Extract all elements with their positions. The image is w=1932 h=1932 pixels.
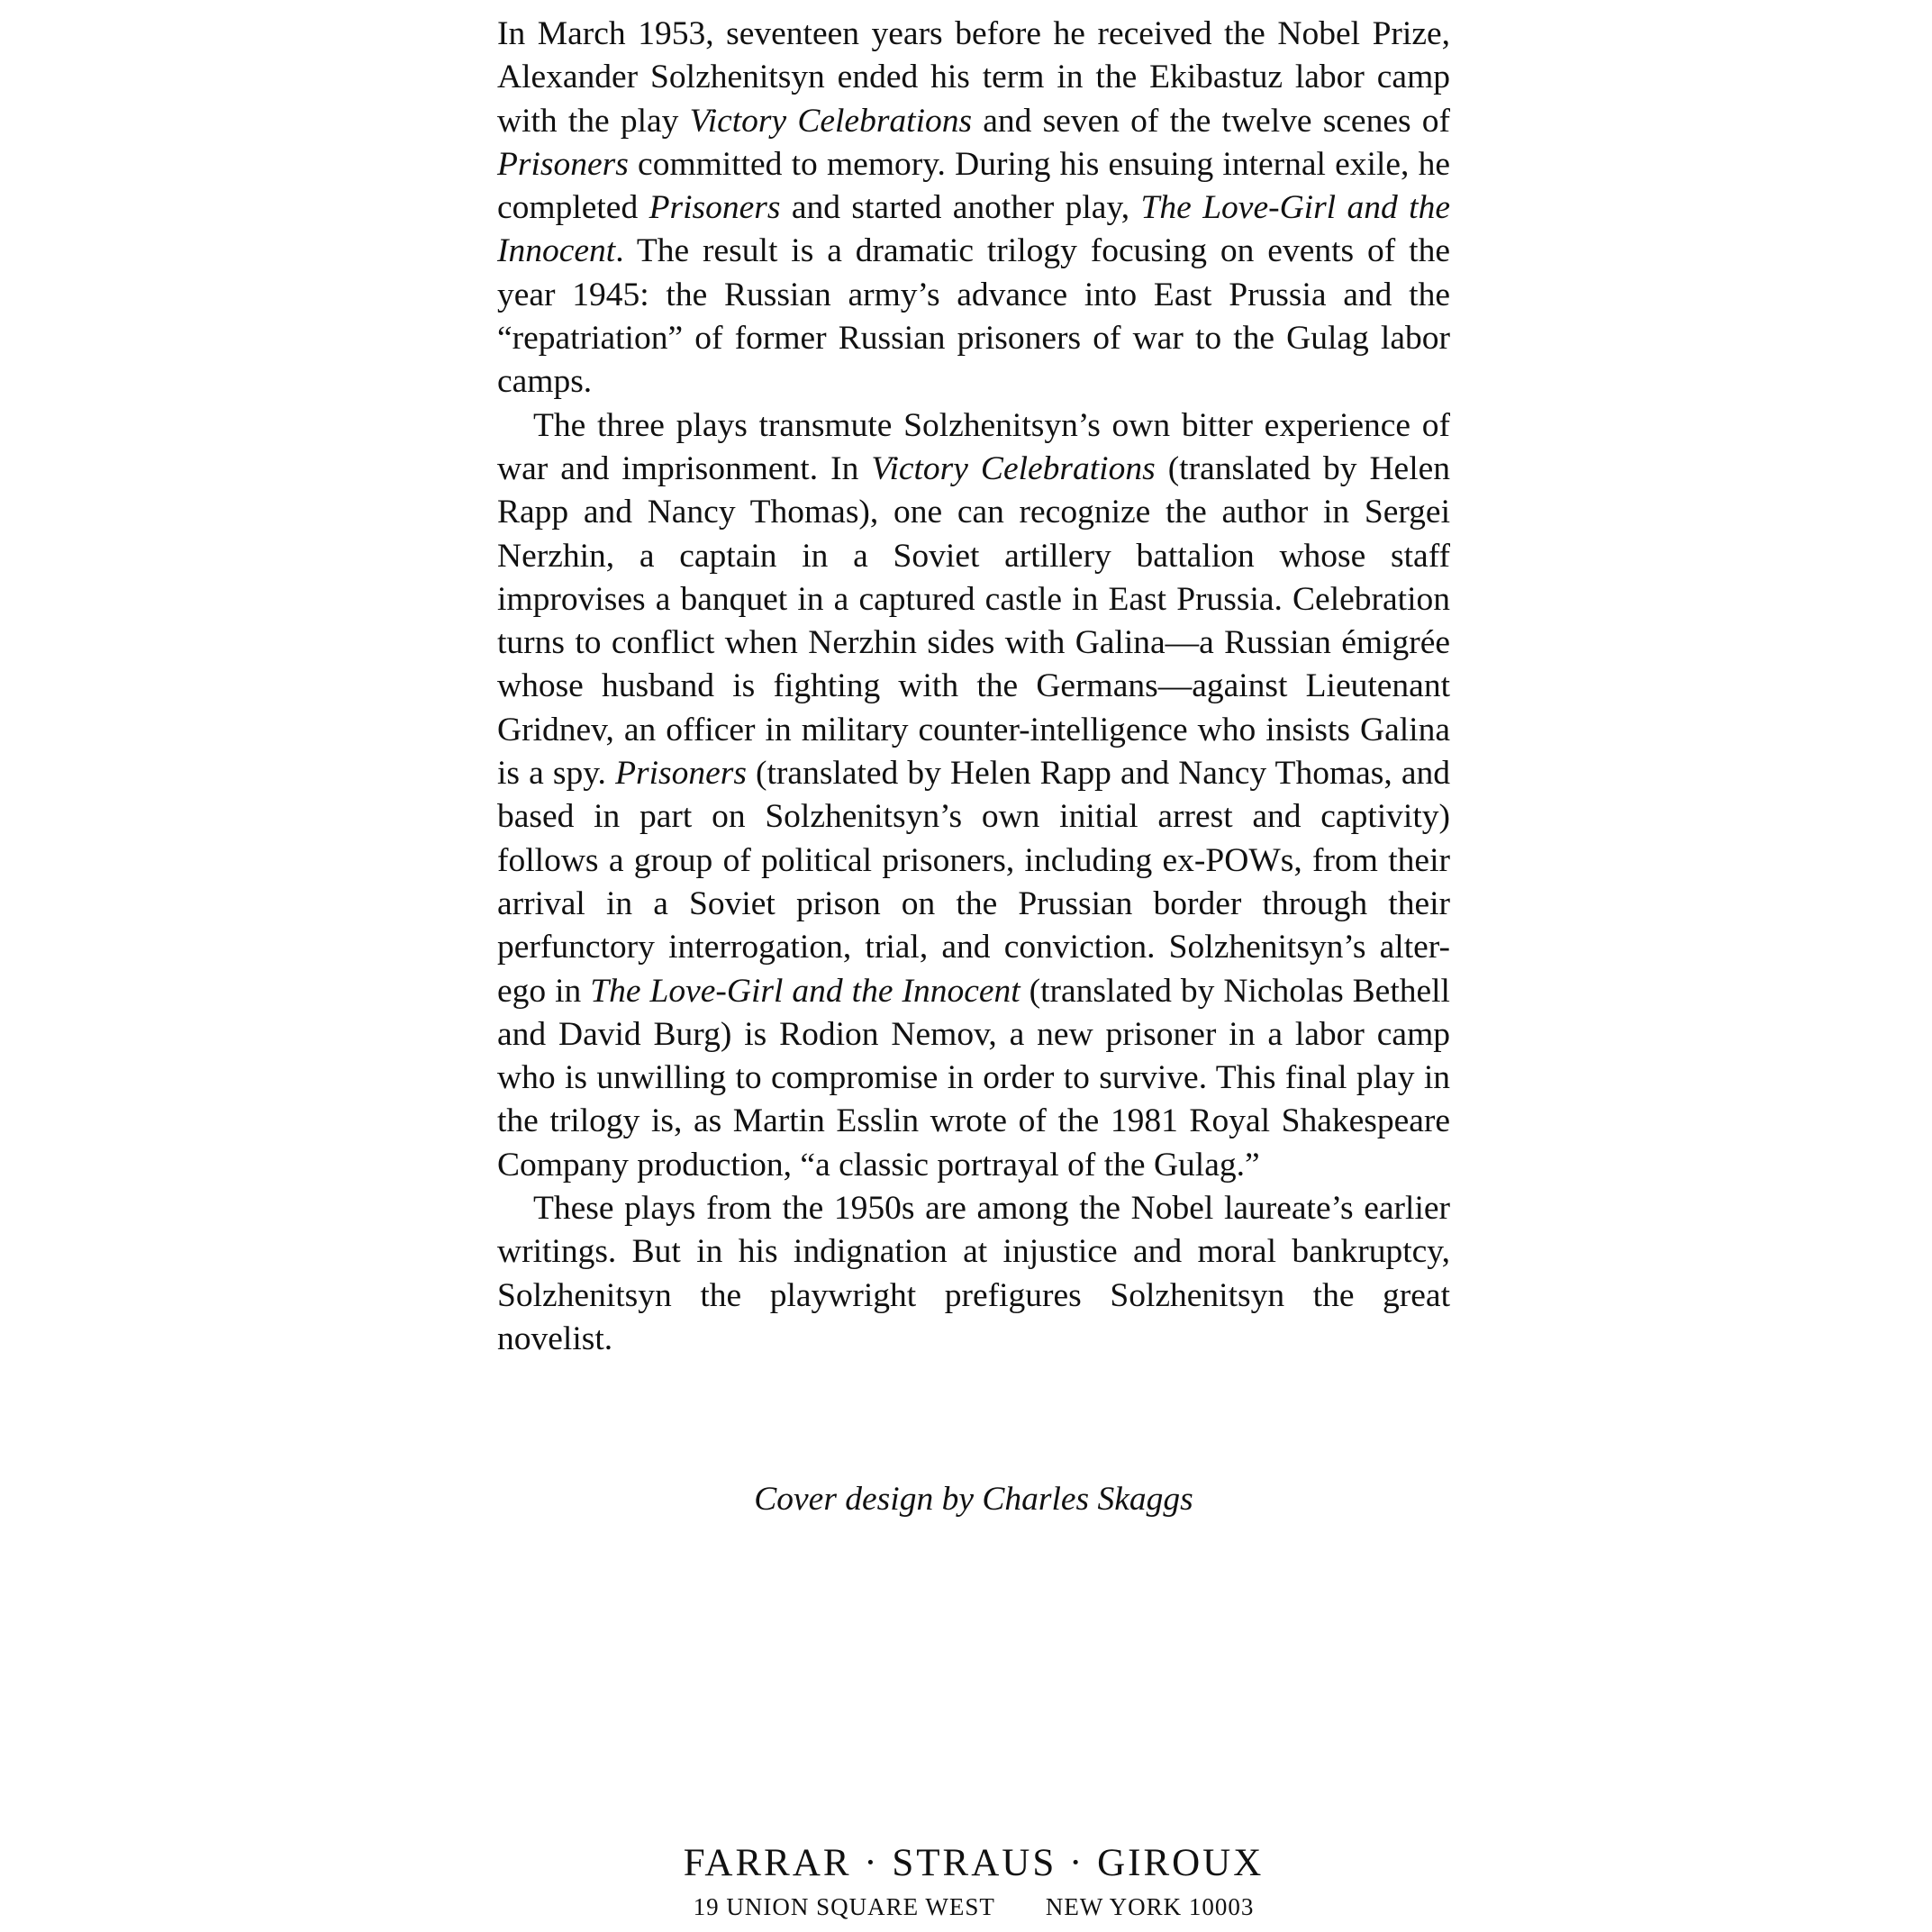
text-segment: and seven of the twelve scenes of [972, 102, 1450, 140]
publisher-address: 19 UNION SQUARE WEST NEW YORK 10003 [693, 1893, 1255, 1920]
play-title-love-girl: The Love-Girl and the Innocent [497, 189, 1450, 270]
play-title-love-girl: The Love-Girl and the Innocent [590, 972, 1020, 1010]
play-title-victory-celebrations: Victory Celebrations [689, 102, 973, 140]
play-title-prisoners: Prisoners [497, 145, 629, 183]
paragraph-three-plays [497, 404, 1450, 1187]
play-title-prisoners: Prisoners [615, 755, 747, 793]
text-segment: In March 1953, seventeen years before he received the Nobel Prize, Alexander Solzhenitsyn ended his term in the Ekibastuz labor camp with the play [497, 15, 1450, 140]
text-segment: . The result is a dramatic trilogy focusing on events of the year 1945: the Russian army’s advance into East Prussia and the “repatriation” of former Russian prisoners of war to the Gulag labor camps. [497, 232, 1450, 401]
paragraph-closing [497, 1187, 1450, 1361]
publisher-name: FARRAR · STRAUS · GIROUX [683, 1842, 1265, 1884]
text-segment: The three plays transmute Solzhenitsyn’s own bitter experience of war and imprisonment. In [497, 406, 1450, 487]
play-title-victory-celebrations: Victory Celebrations [871, 449, 1156, 487]
play-title-prisoners: Prisoners [649, 189, 781, 227]
text-segment: committed to memory. During his ensuing internal exile, he completed [497, 145, 1450, 227]
text-segment: These plays from the 1950s are among the Nobel laureate’s earlier writings. But in his indignation at injustice and moral bankruptcy, Solzhenitsyn the playwright prefigures Solzhenitsyn the great novelist. [497, 1190, 1450, 1357]
text-segment: and started another play, [780, 189, 1141, 227]
paragraph-intro [497, 13, 1450, 404]
text-segment: (translated by Helen Rapp and Nancy Thomas), one can recognize the author in Sergei Nerzhin, a captain in a Soviet artillery battalion whose staff improvises a banquet in a captured castle in East Prussia. Celebration turns to conflict when Nerzhin sides with Galina—a Russian émigrée whose husband is fighting with the Germans—against Lieutenant Gridnev, an officer in military counter-intelligence who insists Galina is a spy. [497, 449, 1451, 793]
cover-design-credit: Cover design by Charles Skaggs [754, 1481, 1193, 1518]
text-segment: (translated by Helen Rapp and Nancy Thomas, and based in part on Solzhenitsyn’s own initial arrest and captivity) follows a group of political prisoners, including ex-POWs, from their arrival in a Soviet prison on the Prussian border through their perfunctory interrogation, trial, and conviction. Solzhenitsyn’s alter-ego in [497, 755, 1450, 1010]
flap-copy [497, 13, 1450, 1361]
text-segment: (translated by Nicholas Bethell and David Burg) is Rodion Nemov, a new prisoner in a labor camp who is unwilling to compromise in order to survive. This final play in the trilogy is, as Martin Esslin wrote of the 1981 Royal Shakespeare Company production, “a classic portrayal of the Gulag.” [497, 972, 1450, 1184]
